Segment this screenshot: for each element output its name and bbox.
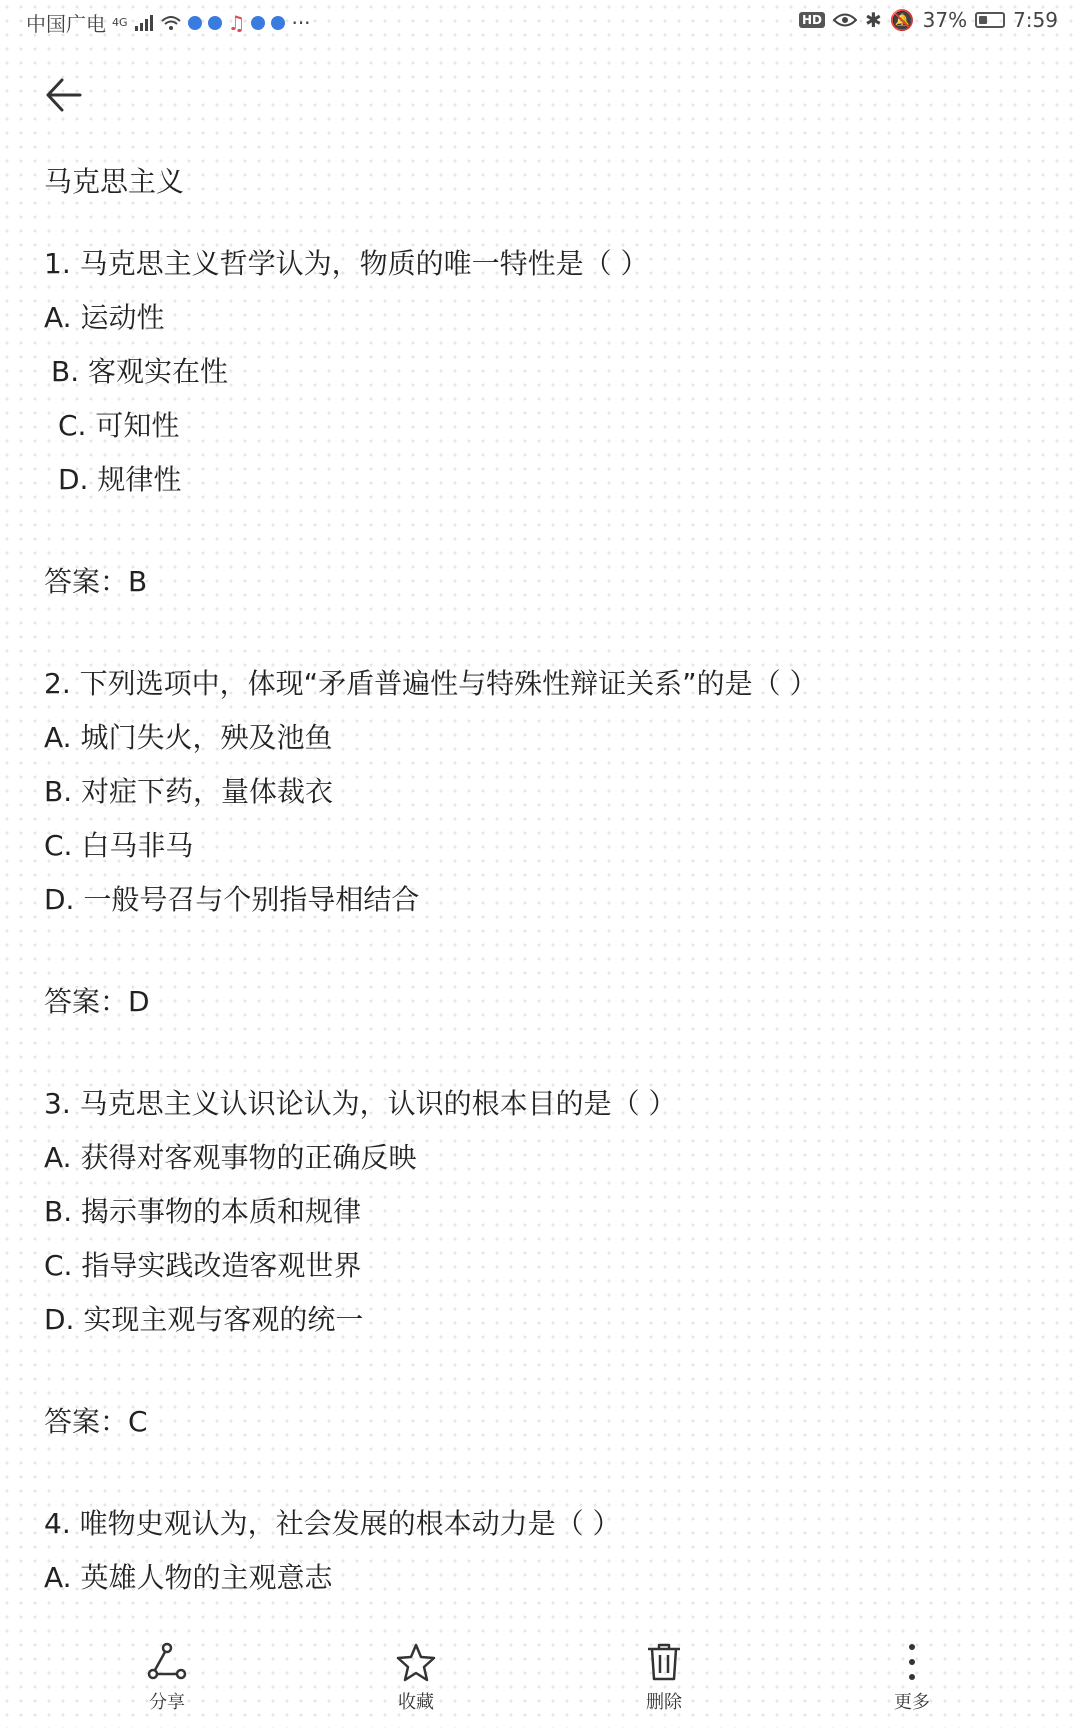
note-line: B. 揭示事物的本质和规律 bbox=[44, 1195, 362, 1228]
note-line: A. 英雄人物的主观意志 bbox=[44, 1561, 333, 1594]
note-line: D. 一般号召与个别指导相结合 bbox=[44, 883, 420, 916]
note-line: C. 指导实践改造客观世界 bbox=[44, 1249, 362, 1282]
note-line: 答案：C bbox=[44, 1405, 148, 1438]
bluetooth-icon: ✱ bbox=[864, 8, 882, 32]
note-line: A. 运动性 bbox=[44, 301, 165, 334]
music-app-icon bbox=[271, 16, 285, 30]
signal-icon bbox=[134, 14, 154, 32]
network-type: 4G bbox=[112, 16, 128, 29]
delete-button[interactable] bbox=[604, 1642, 724, 1714]
note-line: C. 白马非马 bbox=[44, 829, 194, 862]
trash-icon bbox=[642, 1642, 686, 1682]
note-title: 马克思主义 bbox=[44, 165, 185, 198]
more-notifications-icon: ··· bbox=[291, 10, 311, 35]
note-line: 答案：D bbox=[44, 985, 150, 1018]
more-vertical-icon bbox=[890, 1642, 934, 1682]
more-button[interactable] bbox=[852, 1642, 972, 1714]
note-line: 4. 唯物史观认为，社会发展的根本动力是（ ） bbox=[44, 1507, 621, 1540]
app-notification-icon bbox=[208, 16, 222, 30]
note-line: D. 规律性 bbox=[58, 463, 182, 496]
note-line: 2. 下列选项中，体现“矛盾普遍性与特殊性辩证关系”的是（ ） bbox=[44, 667, 818, 700]
note-line: 1. 马克思主义哲学认为，物质的唯一特性是（ ） bbox=[44, 247, 649, 280]
favorite-button[interactable] bbox=[356, 1642, 476, 1714]
music-icon: ♫ bbox=[227, 10, 246, 35]
battery-percent: 37% bbox=[922, 8, 968, 32]
wifi-icon bbox=[160, 14, 182, 32]
delete-label: 删除 bbox=[646, 1692, 682, 1713]
star-icon bbox=[394, 1642, 438, 1682]
hd-icon: HD bbox=[799, 12, 825, 28]
back-arrow-icon bbox=[40, 70, 90, 120]
app-notification-icon bbox=[251, 16, 265, 30]
share-label: 分享 bbox=[149, 1692, 185, 1713]
favorite-label: 收藏 bbox=[398, 1692, 434, 1713]
battery-level-fill bbox=[979, 16, 987, 24]
mute-icon: 🔕 bbox=[889, 8, 915, 32]
carrier-label: 中国广电 bbox=[26, 12, 106, 36]
share-icon bbox=[145, 1642, 189, 1682]
note-line: A. 城门失火，殃及池鱼 bbox=[44, 721, 333, 754]
status-bar bbox=[0, 0, 1080, 44]
battery-icon bbox=[975, 12, 1005, 28]
note-line: B. 对症下药，量体裁衣 bbox=[44, 775, 334, 808]
clock: 7:59 bbox=[1013, 8, 1058, 32]
back-button[interactable] bbox=[40, 70, 90, 120]
note-line: 3. 马克思主义认识论认为，认识的根本目的是（ ） bbox=[44, 1087, 677, 1120]
eye-icon bbox=[833, 12, 857, 28]
note-line: A. 获得对客观事物的正确反映 bbox=[44, 1141, 417, 1174]
more-label: 更多 bbox=[894, 1692, 930, 1713]
bottom-toolbar bbox=[0, 1630, 1080, 1728]
app-notification-icon bbox=[188, 16, 202, 30]
note-line: C. 可知性 bbox=[58, 409, 180, 442]
share-button[interactable] bbox=[107, 1642, 227, 1714]
note-line: B. 客观实在性 bbox=[51, 355, 229, 388]
note-line: 答案：B bbox=[44, 565, 148, 598]
note-line: D. 实现主观与客观的统一 bbox=[44, 1303, 364, 1336]
